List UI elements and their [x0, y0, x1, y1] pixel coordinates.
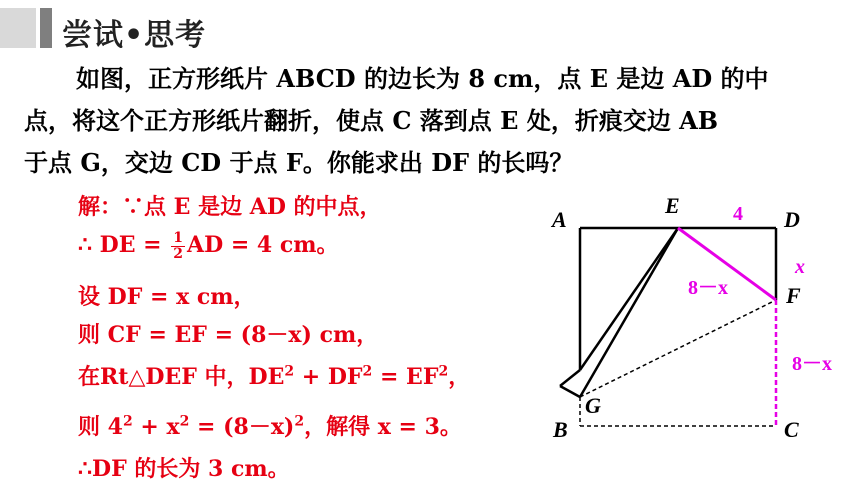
point-label-a: A	[552, 207, 567, 232]
exponent: 2	[122, 413, 133, 430]
eq-part: 则 4	[78, 414, 123, 440]
exponent: 2	[362, 363, 373, 380]
point-label-d: D	[784, 207, 800, 232]
header-decor-dark	[40, 8, 52, 48]
length-label-ef: 8－x	[688, 277, 728, 299]
problem-line-3: 于点 G，交边 CD 于点 F。你能求出 DF 的长吗？	[24, 148, 574, 177]
fraction-denominator: 2	[173, 245, 184, 262]
point-label-f: F	[786, 283, 801, 308]
folded-edge-eg	[580, 228, 678, 397]
solution-line-7: ∴DF 的长为 3 cm。	[78, 456, 290, 482]
eq-part: ，	[448, 364, 471, 390]
solution-line-2-pre: ∴ DE =	[78, 232, 170, 258]
exponent: 2	[179, 413, 190, 430]
length-label-de: 4	[733, 203, 743, 225]
eq-part: + DF	[294, 364, 363, 390]
header-decor-light	[0, 8, 36, 48]
eq-part: = (8－x)	[189, 414, 295, 440]
exponent: 2	[438, 363, 449, 380]
folded-edge-bottom	[560, 386, 580, 397]
point-label-g: G	[585, 393, 601, 418]
folded-edge-short	[560, 370, 580, 386]
point-label-c: C	[784, 417, 799, 442]
solution-line-2-post: AD = 4 cm。	[187, 232, 339, 258]
half-fraction	[171, 231, 185, 262]
solution-line-3: 设 DF = x cm，	[78, 284, 256, 310]
eq-part: ，解得 x = 3。	[304, 414, 462, 440]
solution-line-1: 解：∵点 E 是边 AD 的中点，	[78, 194, 382, 220]
solution-line-4: 则 CF = EF = (8－x) cm，	[78, 322, 379, 348]
point-label-b: B	[553, 417, 568, 442]
folded-edge-upper	[580, 228, 678, 370]
solution-line-5	[78, 360, 470, 391]
exponent: 2	[294, 413, 305, 430]
solution-line-2	[78, 228, 339, 262]
exponent: 2	[284, 363, 295, 380]
problem-statement	[24, 58, 848, 184]
length-label-df: x	[795, 256, 805, 278]
eq-part: 在Rt△DEF 中，DE	[78, 364, 285, 390]
eq-part: = EF	[372, 364, 439, 390]
eq-part: + x	[132, 414, 180, 440]
section-title: 尝试•思考	[62, 18, 207, 53]
problem-line-1: 如图，正方形纸片 ABCD 的边长为 8 cm，点 E 是边 AD 的中	[76, 64, 769, 93]
problem-line-2: 点，将这个正方形纸片翻折，使点 C 落到点 E 处，折痕交边 AB	[24, 106, 719, 135]
point-label-e: E	[665, 193, 680, 218]
solution-line-6	[78, 410, 462, 441]
length-label-fc: 8－x	[792, 353, 832, 375]
geometry-figure	[540, 188, 860, 450]
fraction-numerator: 1	[173, 229, 184, 246]
